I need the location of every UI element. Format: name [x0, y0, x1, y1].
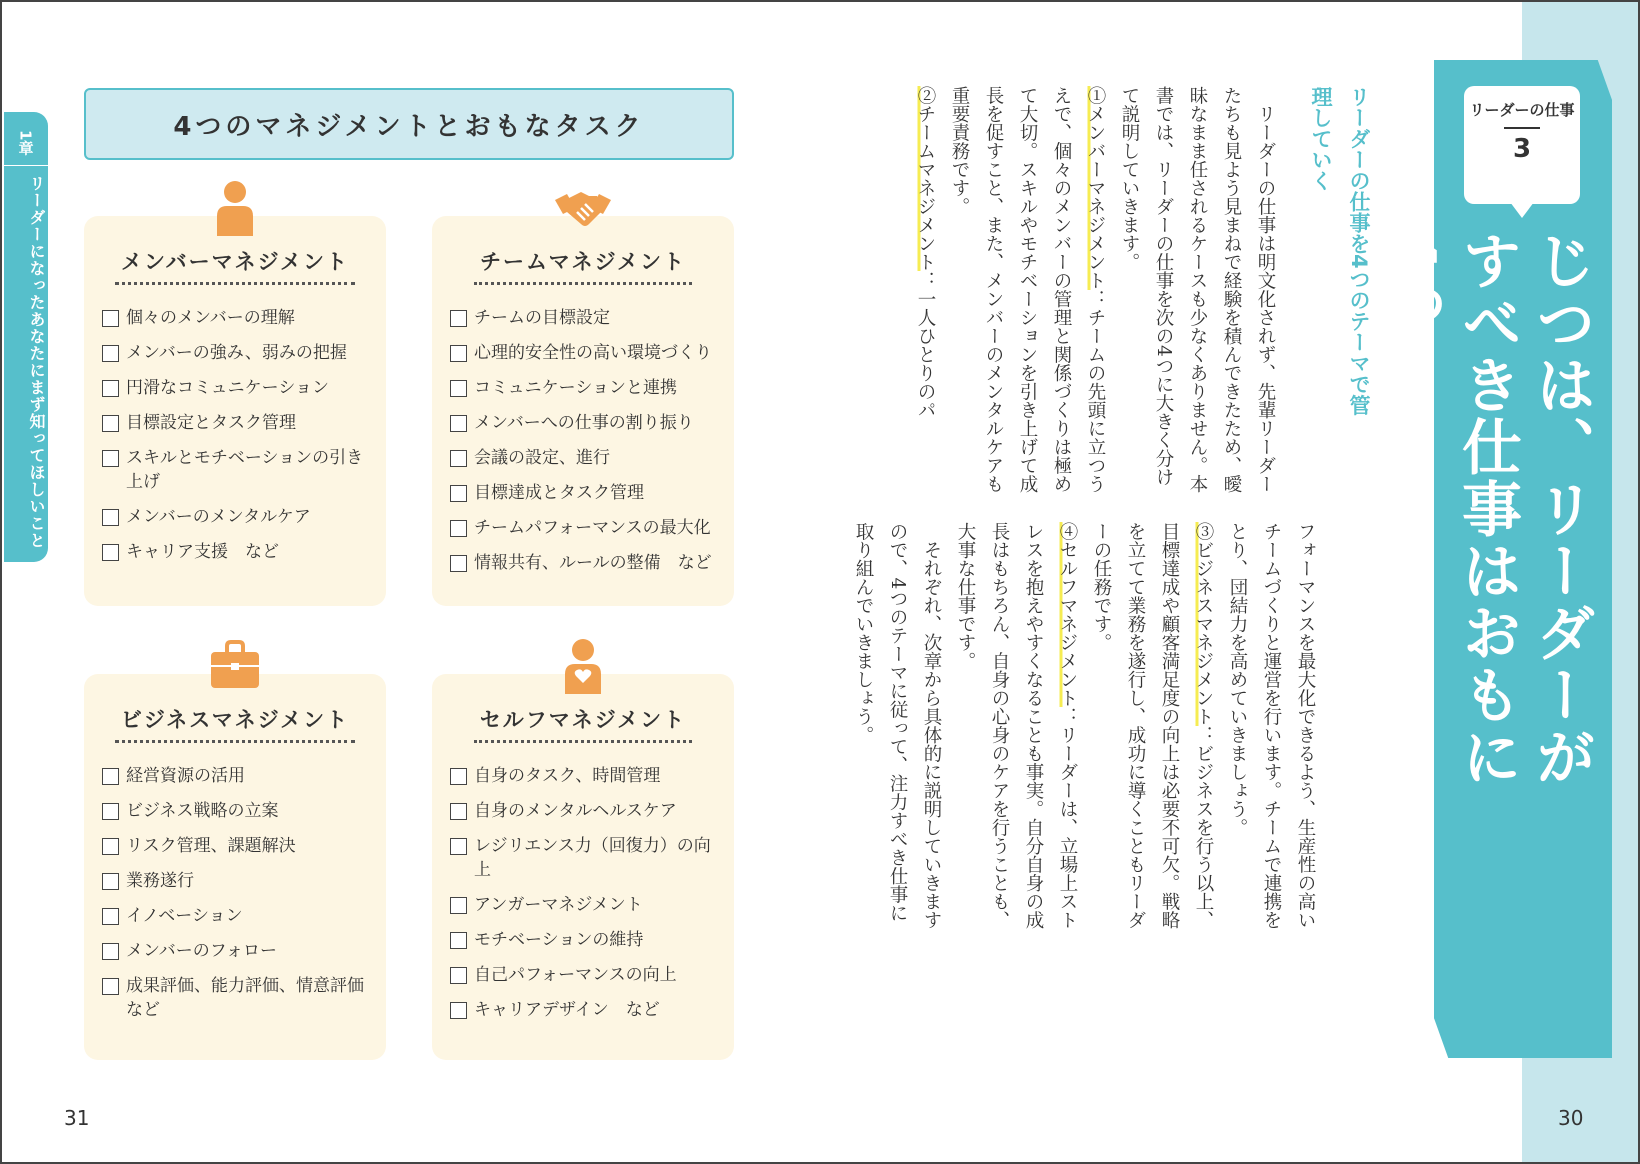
task-item: ビジネス戦略の立案	[102, 799, 376, 823]
paragraph: ：一人ひとりのパ	[915, 271, 936, 419]
page-number-right: 30	[1558, 1106, 1584, 1130]
card-team-management	[432, 216, 734, 606]
task-item: コミュニケーションと連携	[450, 376, 724, 400]
card-heading: メンバーマネジメント	[84, 246, 386, 285]
task-item: 自身のメンタルヘルスケア	[450, 799, 724, 823]
badge-label: リーダーの仕事	[1469, 101, 1575, 119]
task-item: 経営資源の活用	[102, 764, 376, 788]
topic-badge	[1464, 86, 1580, 204]
task-item: 情報共有、ルールの整備 など	[450, 551, 724, 575]
task-item: チームパフォーマンスの最大化	[450, 516, 724, 540]
card-heading: セルフマネジメント	[432, 704, 734, 743]
task-item: アンガーマネジメント	[450, 893, 724, 917]
card-member-management	[84, 216, 386, 606]
body-text-lower	[853, 522, 1322, 940]
paragraph: フォーマンスを最大化できるよう、生産性の高いチームづくりと運営を行います。チームで連携をとり、団結力を高めていきましょう。	[1227, 522, 1316, 929]
chapter-tab	[4, 112, 48, 562]
task-list	[102, 306, 376, 575]
person-icon	[205, 178, 265, 238]
task-list	[450, 764, 724, 1033]
subheading: リーダーの仕事を4つのテーマで管理していく	[1309, 86, 1371, 416]
task-item: 目標設定とタスク管理	[102, 411, 376, 435]
paragraph: ：リーダーは、立場上ストレスを抱えやすくなることも事実。自分自身の成長はもちろん、自身の心身のケアを行うことも、大事な仕事です。	[955, 522, 1078, 929]
badge-number: 3	[1512, 134, 1532, 164]
chapter-number: 1章	[4, 120, 48, 166]
task-item: 個々のメンバーの理解	[102, 306, 376, 330]
paragraph: ：チームの先頭に立つうえで、個々のメンバーの管理と関係づくりは極めて大切。スキルやモチベーションを引き上げて成長を促すこと、また、メンバーのメンタルケアも重要責務です。	[949, 86, 1106, 493]
main-title: じつは、リーダーがすべき仕事はおもに4つ	[1378, 230, 1596, 788]
handshake-icon	[550, 178, 616, 238]
task-item: 成果評価、能力評価、情意評価 など	[102, 974, 376, 1022]
task-item: メンバーへの仕事の割り振り	[450, 411, 724, 435]
badge-divider	[1504, 127, 1540, 129]
task-item: メンバーのフォロー	[102, 939, 376, 963]
term-highlight: ④セルフマネジメント	[1057, 522, 1078, 707]
paragraph: リーダーの仕事は明文化されず、先輩リーダーたちも見よう見まねで経験を積んできたため、曖昧なまま任されるケースも少なくありません。本書では、リーダーの仕事を次の4つに大きく分けて説明していきます。	[1119, 86, 1276, 493]
task-item: 会議の設定、進行	[450, 446, 724, 470]
term-highlight: ①メンバーマネジメント	[1085, 86, 1106, 290]
section-title: 4つのマネジメントとおもなタスク	[84, 88, 734, 160]
page-number-left: 31	[64, 1106, 90, 1130]
briefcase-icon	[205, 636, 265, 696]
body-text-upper	[902, 86, 1282, 504]
task-list	[102, 764, 381, 1033]
term-highlight: ③ビジネスマネジメント	[1193, 522, 1214, 726]
card-self-management	[432, 674, 734, 1060]
task-item: キャリア支援 など	[102, 540, 376, 564]
task-item: メンバーのメンタルケア	[102, 505, 376, 529]
term-highlight: ②チームマネジメント	[915, 86, 936, 271]
badge-pointer	[1510, 202, 1534, 218]
task-item: リスク管理、課題解決	[102, 834, 376, 858]
task-item: イノベーション	[102, 904, 376, 928]
card-heading: ビジネスマネジメント	[84, 704, 386, 743]
person-heart-icon	[553, 636, 613, 696]
task-item: スキルとモチベーションの引き上げ	[102, 446, 376, 494]
task-item: 自身のタスク、時間管理	[450, 764, 724, 788]
task-item: 業務遂行	[102, 869, 376, 893]
task-item: 目標達成とタスク管理	[450, 481, 724, 505]
task-list	[450, 306, 724, 586]
task-item: 円滑なコミュニケーション	[102, 376, 376, 400]
task-item: モチベーションの維持	[450, 928, 724, 952]
card-heading: チームマネジメント	[432, 246, 734, 285]
task-item: 自己パフォーマンスの向上	[450, 963, 724, 987]
task-item: チームの目標設定	[450, 306, 724, 330]
task-item: 心理的安全性の高い環境づくり	[450, 341, 724, 365]
task-item: メンバーの強み、弱みの把握	[102, 341, 376, 365]
paragraph: ：ビジネスを行う以上、目標達成や顧客満足度の向上は必要不可欠。戦略を立てて業務を遂行し、成功に導くこともリーダーの任務です。	[1091, 522, 1214, 929]
task-item: レジリエンス力（回復力）の向上	[450, 834, 724, 882]
chapter-title: リーダーになったあなたにまず知ってほしいこと	[27, 175, 46, 549]
paragraph: それぞれ、次章から具体的に説明していきますので、4つのテーマに従って、注力すべき仕事に取り組んでいきましょう。	[853, 522, 942, 929]
task-item: キャリアデザイン など	[450, 998, 724, 1022]
card-business-management	[84, 674, 386, 1060]
